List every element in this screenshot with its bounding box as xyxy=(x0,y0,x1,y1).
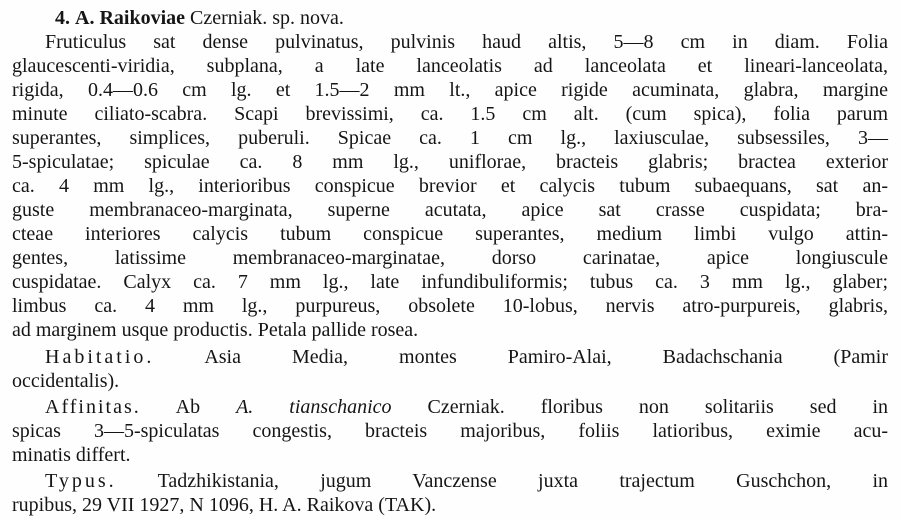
affinitas-line-2: spicas 3—5-spiculatas congestis, bracteis majoribus, foliis latioribus, eximie acu- xyxy=(12,420,888,442)
affinitas-pre: Ab xyxy=(175,396,201,418)
description-line-8: guste membranaceo-marginata, superne acutata, apice sat crasse cuspidata; bra- xyxy=(12,199,888,221)
habitatio-text: Asia Media, montes Pamiro-Alai, Badachschania (Pamir xyxy=(204,346,888,368)
affinitas-line-1 xyxy=(45,396,888,419)
species-author: Czerniak. sp. nova. xyxy=(190,7,344,29)
species-epithet: Raikoviae xyxy=(99,7,186,29)
description-line-5: superantes, simplices, puberuli. Spicae ca. 1 cm lg., laxiusculae, subsessiles, 3— xyxy=(12,127,888,149)
species-number: 4. xyxy=(55,7,70,29)
description-line-4: minute ciliato-scabra. Scapi brevissimi, ca. 1.5 cm alt. (cum spica), folia parum xyxy=(12,103,888,125)
typus-line-2: rupibus, 29 VII 1927, N 1096, H. A. Raikova (TAK). xyxy=(12,494,437,516)
typus-text: Tadzhikistania, jugum Vanczense juxta trajectum Guschchon, in xyxy=(157,470,889,492)
description-line-3: rigida, 0.4—0.6 cm lg. et 1.5—2 mm lt., apice rigide acuminata, glabra, margine xyxy=(12,79,888,101)
habitatio-line-2: occidentalis). xyxy=(12,370,120,392)
description-line-9: cteae interiores calycis tubum conspicue superantes, medium limbi vulgo attin- xyxy=(12,223,888,245)
description-line-1: Fruticulus sat dense pulvinatus, pulvinis haud altis, 5—8 cm in diam. Folia xyxy=(45,31,888,53)
habitatio-line-1 xyxy=(45,346,888,369)
description-line-10: gentes, latissime membranaceo-marginatae, dorso carinatae, apice longiuscule xyxy=(12,247,888,269)
typus-label: Typus. xyxy=(45,470,117,492)
description-line-12: limbus ca. 4 mm lg., purpureus, obsolete 10-lobus, nervis atro-purpureis, glabris, xyxy=(12,295,888,317)
species-genus-abbr: A. xyxy=(75,7,95,29)
habitatio-label: Habitatio. xyxy=(45,346,155,368)
affinitas-taxon: A. tianschanico xyxy=(236,396,392,418)
description-line-13: ad marginem usque productis. Petala pallide rosea. xyxy=(12,319,419,341)
affinitas-text: Czerniak. floribus non solitariis sed in xyxy=(427,396,888,418)
typus-line-1 xyxy=(45,470,888,493)
species-heading xyxy=(55,7,475,30)
affinitas-line-3: minatis differt. xyxy=(12,444,131,466)
description-line-2: glaucescenti-viridia, subplana, a late lanceolatis ad lanceolata et lineari-lanceolata, xyxy=(12,55,888,77)
description-line-7: ca. 4 mm lg., interioribus conspicue brevior et calycis tubum subaequans, sat an- xyxy=(12,175,888,197)
affinitas-label: Affinitas. xyxy=(45,396,141,418)
description-line-6: 5-spiculatae; spiculae ca. 8 mm lg., uniflorae, bracteis glabris; bractea exterior xyxy=(12,151,888,173)
description-line-11: cuspidatae. Calyx ca. 7 mm lg., late infundibuliformis; tubus ca. 3 mm lg., glaber; xyxy=(12,271,888,293)
